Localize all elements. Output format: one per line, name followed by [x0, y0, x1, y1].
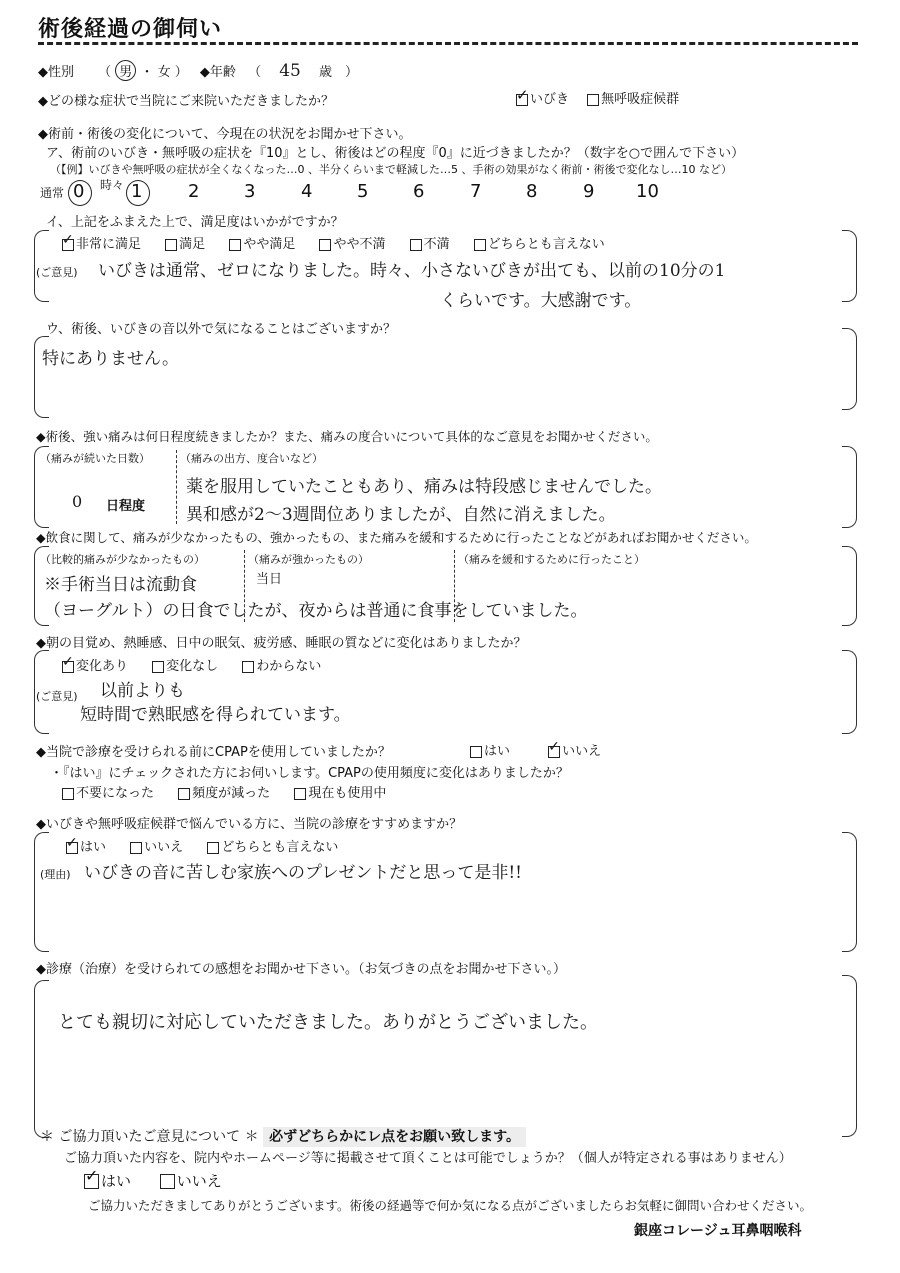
- cpap-unneeded-checkbox[interactable]: [62, 788, 74, 800]
- satisfaction-opinion-label: (ご意見): [36, 266, 78, 279]
- scale-1[interactable]: 1: [131, 181, 143, 202]
- recommend-options: [66, 836, 338, 855]
- pain-days-unit: 日程度: [106, 499, 146, 514]
- consent-yes-label: はい: [101, 1172, 132, 1190]
- consent-yes-checkbox[interactable]: ✓: [84, 1174, 99, 1189]
- page-title: 術後経過の御伺い: [38, 17, 223, 42]
- satisfaction-neutral-checkbox[interactable]: [474, 239, 486, 251]
- food-question: ◆飲食に関して、痛みが少なかったもの、強かったもの、また痛みを緩和するために行ったことなどがあればお聞かせください。: [36, 530, 757, 545]
- scale-3[interactable]: 3: [244, 181, 256, 202]
- recommend-neutral-label: どちらとも言えない: [221, 840, 339, 855]
- morning-opinion-line1[interactable]: 以前よりも: [100, 681, 185, 701]
- gender-male-option[interactable]: 男: [115, 60, 136, 81]
- scale-4[interactable]: 4: [301, 181, 313, 202]
- cpap-question: ◆当院で診療を受けられる前にCPAPを使用していましたか？: [36, 745, 391, 760]
- consent-options: [84, 1166, 222, 1191]
- cpap-sub-options: [62, 782, 386, 801]
- morning-unknown-label: わからない: [256, 659, 322, 674]
- other-answer[interactable]: 特にありません。: [42, 349, 180, 369]
- recommend-reason-label: (理由): [40, 868, 71, 881]
- gender-label: ◆性別: [38, 65, 74, 80]
- cpap-sub-question: ・『はい』にチェックされた方にお伺いします。CPAPの使用頻度に変化はありましたか？: [50, 766, 569, 781]
- symptom-apnea-label: 無呼吸症候群: [601, 92, 680, 107]
- pain-divider: [176, 450, 177, 524]
- morning-changed-checkbox[interactable]: ✓: [62, 661, 74, 673]
- symptom-snoring-checkbox[interactable]: ✓: [516, 85, 529, 104]
- food-bracket-right: [842, 546, 857, 626]
- satisfaction-satisfied-label: 満足: [179, 237, 206, 252]
- recommend-no-label: いいえ: [144, 840, 184, 855]
- cpap-yes-checkbox[interactable]: [470, 746, 482, 758]
- cpap-yes-label: はい: [484, 744, 511, 759]
- morning-bracket-right: [842, 650, 857, 734]
- impression-bracket-right: [842, 975, 857, 1137]
- satisfaction-opinion-line1[interactable]: いびきは通常、ゼロになりました。時々、小さないびきが出ても、以前の10分の1: [98, 261, 726, 281]
- recommend-reason[interactable]: いびきの音に苦しむ家族へのプレゼントだと思って是非!!: [84, 863, 522, 883]
- recommend-neutral-checkbox[interactable]: [207, 842, 219, 854]
- satisfaction-neutral-label: どちらとも言えない: [487, 237, 605, 252]
- other-bracket-right: [842, 328, 857, 410]
- satisfaction-question: イ、上記をふまえた上で、満足度はいかがですか？: [46, 215, 344, 230]
- consent-no-checkbox[interactable]: [160, 1174, 175, 1189]
- morning-options: [62, 655, 321, 674]
- food-col2-label: （痛みが強かったもの）: [248, 553, 369, 566]
- impression-answer[interactable]: とても親切に対応していただきました。ありがとうございました。: [58, 1012, 598, 1033]
- scale-8[interactable]: 8: [526, 181, 538, 202]
- morning-unknown-checkbox[interactable]: [242, 661, 254, 673]
- morning-question: ◆朝の目覚め、熱睡感、日中の眠気、疲労感、睡眠の質などに変化はありましたか？: [36, 636, 527, 651]
- satisfaction-dis-checkbox[interactable]: [410, 239, 422, 251]
- symptom-question: ◆どの様な症状で当院にご来院いただきましたか？: [38, 94, 334, 109]
- scale-9[interactable]: 9: [583, 181, 595, 202]
- recommend-bracket-right: [842, 832, 857, 952]
- cpap-unneeded-label: 不要になった: [76, 786, 155, 801]
- morning-unchanged-label: 変化なし: [166, 659, 219, 674]
- symptom-apnea-checkbox[interactable]: [587, 94, 599, 106]
- satisfaction-bracket-right: [842, 230, 857, 302]
- scale-10[interactable]: 10: [636, 181, 659, 202]
- scale-5[interactable]: 5: [357, 181, 369, 202]
- symptom-options: [516, 85, 680, 107]
- scale-7[interactable]: 7: [470, 181, 482, 202]
- satisfaction-somewhat-label: やや満足: [243, 237, 296, 252]
- recommend-yes-label: はい: [80, 840, 107, 855]
- satisfaction-opinion-line2[interactable]: くらいです。大感謝です。: [440, 291, 642, 311]
- pain-bracket-right: [842, 446, 857, 528]
- footer-note-lead: ＊ ご協力頂いたご意見について ＊: [40, 1129, 259, 1145]
- food-answer-line2[interactable]: （ヨーグルト）の日食でしたが、夜からは普通に食事をしていました。: [44, 601, 588, 621]
- footer-note: [40, 1126, 526, 1146]
- consent-question: ご協力頂いた内容を、院内やホームページ等に掲載させて頂くことは可能でしょうか？（個人が特定される事はありません）: [64, 1151, 792, 1166]
- footer-thanks: ご協力いただきましてありがとうございます。術後の経過等で何か気になる点がございましたらお気軽に御問い合わせください。: [88, 1198, 813, 1213]
- consent-no-label: いいえ: [176, 1172, 222, 1190]
- pain-days-value[interactable]: 0: [72, 492, 83, 511]
- cpap-still-label: 現在も使用中: [308, 786, 387, 801]
- change-example: （【例】いびきや無呼吸の症状が全くなくなった…0 、半分くらいまで軽減した…5 、手術の効果がなく術前・術後で変化なし…10 など）: [50, 163, 732, 176]
- satisfaction-somewhat-dis-label: やや不満: [333, 237, 386, 252]
- food-answer-col2[interactable]: 当日: [256, 572, 283, 587]
- morning-opinion-label: (ご意見): [36, 690, 78, 703]
- satisfaction-somewhat-checkbox[interactable]: [229, 239, 241, 251]
- clinic-name: 銀座コレージュ耳鼻咽喉科: [634, 1223, 802, 1239]
- satisfaction-dis-label: 不満: [423, 237, 450, 252]
- pain-detail-label: （痛みの出方、度合いなど）: [180, 452, 323, 465]
- pain-detail-line2[interactable]: 異和感が2～3週間位ありましたが、自然に消えました。: [186, 505, 616, 525]
- morning-unchanged-checkbox[interactable]: [152, 661, 164, 673]
- satisfaction-options: [62, 233, 605, 252]
- satisfaction-somewhat-dis-checkbox[interactable]: [319, 239, 331, 251]
- food-answer-line1[interactable]: ※手術当日は流動食: [44, 575, 197, 595]
- age-label: ◆年齢: [199, 65, 236, 80]
- age-value[interactable]: 45: [279, 61, 301, 81]
- recommend-bracket-left: [34, 832, 49, 952]
- hand-note-sometimes: 時々: [100, 178, 125, 192]
- other-question: ウ、術後、いびきの音以外で気になることはございますか？: [46, 322, 396, 337]
- food-col1-label: （比較的痛みが少なかったもの）: [40, 553, 205, 566]
- cpap-no-checkbox[interactable]: ✓: [548, 746, 560, 758]
- pain-days-label: （痛みが続いた日数）: [40, 452, 150, 465]
- food-col3-label: （痛みを緩和するために行ったこと）: [458, 553, 645, 566]
- impression-bracket-left: [34, 980, 49, 1138]
- cpap-options: [470, 740, 601, 759]
- hand-note-usual: 通常: [40, 186, 65, 200]
- recommend-question: ◆いびきや無呼吸症候群で悩んでいる方に、当院の診療をすすめますか？: [36, 817, 463, 832]
- change-scale-question: ア、術前のいびき・無呼吸の症状を『10』とし、術後はどの程度『0』に近づきましたか？（数字を○で囲んで下さい）: [46, 146, 745, 161]
- scale-0[interactable]: 0: [73, 181, 85, 202]
- title-divider: [38, 42, 858, 45]
- gender-female-option[interactable]: 女: [157, 65, 171, 80]
- impression-question: ◆診療（治療）を受けられての感想をお聞かせ下さい。（お気づきの点をお聞かせ下さい。）: [36, 962, 566, 977]
- pain-detail-line1[interactable]: 薬を服用していたこともあり、痛みは特段感じませんでした。: [186, 477, 662, 497]
- pain-question: ◆術後、強い痛みは何日程度続きましたか？また、痛みの度合いについて具体的なご意見をお聞かせください。: [36, 429, 658, 444]
- cpap-no-label: いいえ: [562, 744, 602, 759]
- cpap-reduced-label: 頻度が減った: [192, 786, 271, 801]
- morning-opinion-line2[interactable]: 短時間で熟眠感を得られています。: [80, 705, 351, 725]
- demographics-row: ◆性別 （ 男 ・ 女 ） ◆年齢 （ 45 歳 ）: [38, 61, 359, 81]
- cpap-still-checkbox[interactable]: [294, 788, 306, 800]
- change-heading: ◆術前・術後の変化について、今現在の状況をお聞かせ下さい。: [38, 127, 412, 142]
- cpap-reduced-checkbox[interactable]: [178, 788, 190, 800]
- footer-note-banner: 必ずどちらかにレ点をお願い致します。: [263, 1127, 526, 1147]
- scale-6[interactable]: 6: [413, 181, 425, 202]
- satisfaction-very-checkbox[interactable]: ✓: [62, 239, 74, 251]
- satisfaction-very-label: 非常に満足: [76, 237, 142, 252]
- symptom-snoring-label: いびき: [530, 92, 570, 107]
- morning-changed-label: 変化あり: [76, 659, 129, 674]
- scale-2[interactable]: 2: [188, 181, 200, 202]
- recommend-no-checkbox[interactable]: [130, 842, 142, 854]
- change-scale: [40, 176, 680, 208]
- satisfaction-satisfied-checkbox[interactable]: [165, 239, 177, 251]
- recommend-yes-checkbox[interactable]: ✓: [66, 842, 78, 854]
